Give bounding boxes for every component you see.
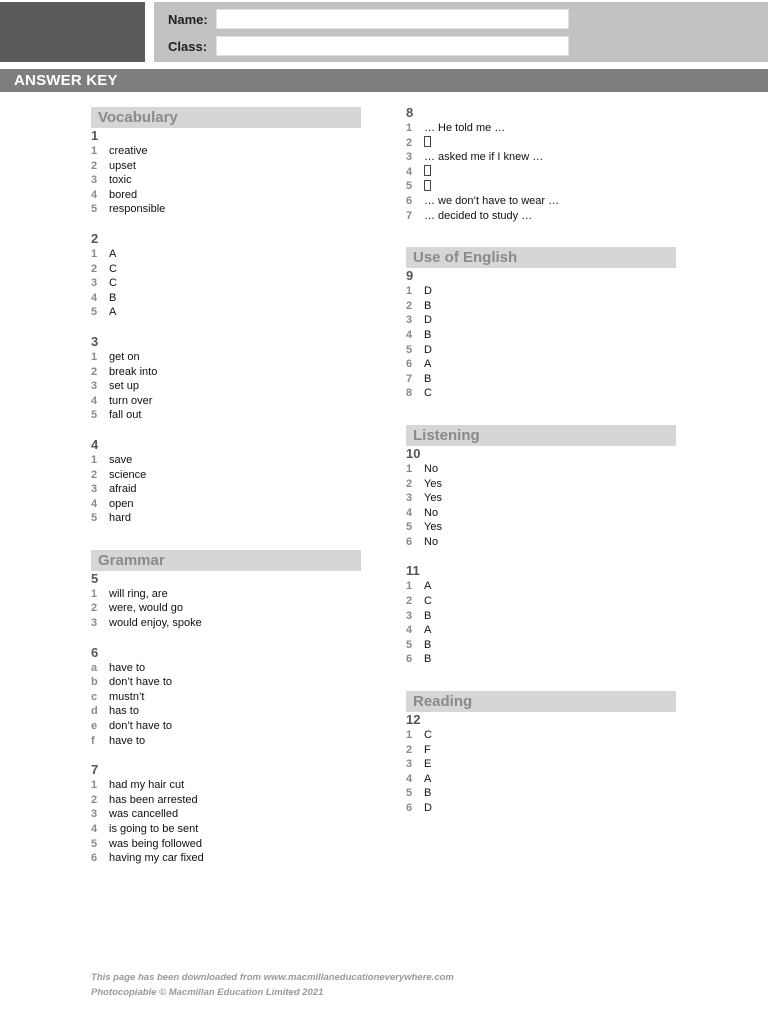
section-heading: Reading [406, 691, 676, 712]
answer-item [91, 807, 361, 822]
item-answer: A [109, 306, 117, 319]
right-column [406, 105, 676, 840]
class-field[interactable] [216, 36, 569, 56]
item-answer: set up [109, 380, 139, 393]
item-answer: No [424, 462, 439, 475]
answer-item [91, 793, 361, 808]
answer-item [406, 623, 676, 638]
item-answer: … we don’t have to wear … [424, 194, 560, 207]
item-answer: A [109, 247, 117, 260]
section [91, 107, 361, 526]
exercise-number: 5 [91, 570, 99, 586]
answer-item [91, 661, 361, 676]
answer-item [406, 179, 676, 194]
item-answer: mustn’t [109, 690, 145, 703]
answer-item [406, 299, 676, 314]
item-key: 5 [91, 512, 98, 525]
exercise-number: 1 [91, 128, 99, 143]
answer-item [91, 690, 361, 705]
answer-item [406, 150, 676, 165]
item-answer: B [424, 299, 432, 312]
item-key: 6 [91, 852, 98, 865]
answer-item [406, 786, 676, 801]
item-answer: … He told me … [424, 122, 506, 134]
item-answer: hard [109, 512, 132, 525]
item-key: d [91, 705, 98, 718]
item-answer: get on [109, 350, 140, 363]
item-answer: was being followed [109, 837, 202, 850]
item-key: 5 [91, 837, 98, 850]
exercise-number: 10 [406, 445, 421, 461]
answer-item [91, 851, 361, 866]
item-key: 5 [406, 638, 413, 651]
item-key: 2 [406, 743, 413, 756]
item-key: 7 [406, 372, 413, 385]
answer-item [406, 313, 676, 328]
item-answer: A [424, 358, 432, 371]
item-key: 1 [91, 247, 98, 260]
exercise-number: 6 [91, 644, 99, 660]
item-answer: fall out [109, 409, 142, 422]
answer-key-banner [0, 69, 768, 92]
exercise-number: 8 [406, 105, 414, 120]
footer [91, 970, 454, 1000]
exercise [91, 571, 361, 631]
item-answer: don’t have to [109, 676, 172, 689]
answer-item [406, 579, 676, 594]
box-icon [424, 165, 431, 176]
answer-item [406, 535, 676, 550]
item-answer: D [424, 343, 432, 356]
item-answer: responsible [109, 203, 166, 216]
left-column [91, 105, 361, 890]
item-answer: No [424, 506, 439, 519]
item-answer: E [424, 758, 432, 771]
exercise [91, 334, 361, 423]
answer-item [91, 173, 361, 188]
item-key: 5 [406, 521, 413, 534]
answer-item [91, 704, 361, 719]
answer-item [91, 394, 361, 409]
answer-item [91, 482, 361, 497]
answer-item [406, 136, 676, 151]
answer-item [406, 357, 676, 372]
item-answer: … decided to study … [424, 209, 533, 222]
item-key: 6 [406, 358, 413, 371]
item-answer: turn over [109, 394, 153, 407]
item-key: c [91, 690, 98, 703]
item-answer: C [109, 277, 117, 290]
answer-item [406, 328, 676, 343]
class-label: Class: [168, 38, 208, 54]
item-key: 3 [406, 492, 413, 505]
answer-item [406, 165, 676, 180]
answer-item [91, 511, 361, 526]
item-answer: would enjoy, spoke [109, 617, 202, 630]
section [406, 105, 676, 223]
answer-item [406, 372, 676, 387]
answer-item [91, 616, 361, 631]
item-key: a [91, 661, 98, 674]
answer-item [406, 743, 676, 758]
item-answer: had my hair cut [109, 779, 185, 792]
exercise [91, 645, 361, 749]
item-key: 4 [91, 291, 98, 304]
item-key: 1 [91, 145, 98, 157]
footer-copyright: Photocopiable © Macmillan Education Limited 2021 [91, 987, 324, 998]
exercise [91, 762, 361, 866]
item-key: 5 [406, 787, 413, 800]
exercise [406, 712, 676, 816]
item-answer: creative [109, 145, 148, 157]
logo-block [0, 2, 145, 62]
item-key: 4 [406, 624, 413, 637]
answer-item [406, 594, 676, 609]
item-answer: bored [109, 188, 138, 201]
answer-item [406, 194, 676, 209]
item-answer: break into [109, 365, 158, 378]
exercise-number: 4 [91, 436, 99, 452]
item-key: 1 [91, 779, 98, 792]
item-key: 3 [91, 174, 98, 187]
answer-item [91, 159, 361, 174]
name-field[interactable] [216, 9, 569, 29]
item-answer: upset [109, 159, 136, 172]
item-answer: was cancelled [109, 808, 179, 821]
item-answer: B [424, 787, 432, 800]
item-key: 1 [406, 122, 413, 134]
item-answer: have to [109, 734, 146, 747]
item-key: 6 [406, 535, 413, 548]
item-answer: save [109, 453, 133, 466]
item-key: 2 [91, 602, 98, 615]
item-answer [424, 179, 431, 194]
item-key: 3 [91, 808, 98, 821]
item-key: 1 [406, 729, 413, 742]
item-answer: D [424, 285, 432, 298]
item-key: 4 [91, 394, 98, 407]
item-answer: C [424, 595, 432, 608]
item-answer: Yes [424, 477, 442, 490]
name-class-panel [154, 2, 768, 62]
answer-item [91, 497, 361, 512]
answer-item [91, 365, 361, 380]
answer-item [406, 772, 676, 787]
answer-item [91, 291, 361, 306]
answer-item [406, 209, 676, 224]
item-key: 2 [406, 477, 413, 490]
section [91, 550, 361, 866]
item-answer: will ring, are [109, 587, 168, 600]
item-answer: science [109, 468, 147, 481]
exercise [91, 231, 361, 320]
item-answer: … asked me if I knew … [424, 151, 544, 164]
section-heading: Vocabulary [91, 107, 361, 128]
item-key: 3 [406, 151, 413, 164]
answer-item [91, 247, 361, 262]
item-key: 1 [406, 285, 413, 298]
item-answer: don’t have to [109, 720, 172, 733]
item-answer: F [424, 743, 431, 756]
exercise [406, 268, 676, 401]
answer-item [91, 453, 361, 468]
answer-item [406, 520, 676, 535]
answer-item [91, 778, 361, 793]
answer-item [406, 638, 676, 653]
item-answer: A [424, 580, 432, 593]
answer-item [406, 477, 676, 492]
item-answer: Yes [424, 492, 442, 505]
section-heading: Listening [406, 425, 676, 446]
item-answer: No [424, 535, 439, 548]
box-icon [424, 180, 431, 191]
item-key: 4 [406, 506, 413, 519]
item-answer: B [424, 328, 432, 341]
answer-item [406, 609, 676, 624]
exercise [91, 128, 361, 217]
answer-item [406, 462, 676, 477]
item-key: 1 [91, 350, 98, 363]
answer-item [406, 728, 676, 743]
item-answer: have to [109, 661, 146, 674]
item-key: 5 [91, 306, 98, 319]
class-row [168, 36, 569, 56]
answer-key-title: ANSWER KEY [14, 72, 118, 89]
item-key: 5 [406, 343, 413, 356]
item-key: e [91, 720, 98, 733]
item-key: 3 [406, 609, 413, 622]
answer-item [91, 379, 361, 394]
item-key: 4 [406, 165, 413, 178]
item-answer: has been arrested [109, 793, 198, 806]
item-answer: open [109, 497, 134, 510]
item-key: 5 [91, 409, 98, 422]
item-answer: D [424, 314, 432, 327]
item-answer: Yes [424, 521, 442, 534]
exercise-number: 11 [406, 563, 420, 579]
answer-item [91, 144, 361, 159]
answer-item [91, 468, 361, 483]
answer-item [91, 675, 361, 690]
item-answer: afraid [109, 483, 137, 496]
item-key: f [91, 734, 95, 747]
section-heading: Grammar [91, 550, 361, 571]
section [406, 691, 676, 816]
answer-item [406, 343, 676, 358]
item-key: 3 [406, 758, 413, 771]
item-key: 5 [406, 180, 413, 193]
name-row [168, 9, 569, 29]
item-key: b [91, 676, 98, 689]
exercise [406, 563, 676, 667]
item-key: 3 [91, 380, 98, 393]
item-answer: D [424, 802, 432, 814]
item-answer: C [109, 262, 117, 275]
answer-item [91, 262, 361, 277]
item-key: 5 [91, 203, 98, 216]
item-answer: C [424, 387, 432, 400]
item-key: 2 [406, 299, 413, 312]
item-key: 4 [406, 328, 413, 341]
answer-item [406, 491, 676, 506]
item-key: 2 [406, 136, 413, 149]
item-key: 1 [91, 453, 98, 466]
exercise-number: 7 [91, 762, 99, 778]
item-key: 4 [91, 823, 98, 835]
item-key: 1 [91, 587, 98, 600]
item-answer [424, 165, 431, 180]
answer-item [91, 350, 361, 365]
exercise-number: 2 [91, 230, 99, 246]
answer-item [406, 386, 676, 401]
answer-item [406, 652, 676, 667]
item-key: 2 [91, 262, 98, 275]
item-answer: A [424, 624, 432, 637]
item-key: 8 [406, 387, 413, 400]
item-key: 2 [91, 365, 98, 378]
item-answer: B [424, 372, 432, 385]
item-key: 6 [406, 802, 413, 814]
item-answer: were, would go [109, 602, 183, 615]
item-key: 4 [91, 188, 98, 201]
item-answer: B [424, 638, 432, 651]
item-key: 2 [91, 159, 98, 172]
item-key: 6 [406, 653, 413, 666]
answer-item [406, 121, 676, 136]
answer-item [91, 408, 361, 423]
answer-item [91, 587, 361, 602]
exercise-number: 3 [91, 333, 99, 349]
answer-item [406, 284, 676, 299]
item-answer: B [109, 291, 117, 304]
item-key: 3 [91, 277, 98, 290]
item-key: 2 [91, 793, 98, 806]
answer-item [91, 822, 361, 837]
footer-download-note: This page has been downloaded from www.macmillaneducationeverywhere.com [91, 972, 454, 983]
answer-item [91, 719, 361, 734]
answer-item [91, 305, 361, 320]
name-label: Name: [168, 11, 208, 27]
item-answer: C [424, 729, 432, 742]
answer-item [91, 601, 361, 616]
item-answer: B [424, 653, 432, 666]
item-key: 4 [406, 772, 413, 785]
answer-item [406, 757, 676, 772]
item-answer: A [424, 772, 432, 785]
answer-item [91, 202, 361, 217]
section-heading: Use of English [406, 247, 676, 268]
item-key: 2 [406, 595, 413, 608]
item-answer: having my car fixed [109, 852, 204, 865]
section [406, 247, 676, 401]
answer-item [91, 837, 361, 852]
box-icon [424, 136, 431, 147]
item-answer: has to [109, 705, 139, 718]
answer-item [91, 734, 361, 749]
exercise-number: 9 [406, 268, 414, 284]
answer-item [406, 801, 676, 816]
item-key: 2 [91, 468, 98, 481]
answer-item [91, 188, 361, 203]
item-key: 3 [406, 314, 413, 327]
item-answer: B [424, 609, 432, 622]
item-answer: is going to be sent [109, 823, 199, 835]
answer-item [406, 506, 676, 521]
exercise-number: 12 [406, 712, 421, 728]
item-key: 6 [406, 194, 413, 207]
exercise [91, 437, 361, 526]
item-key: 1 [406, 580, 413, 593]
item-key: 3 [91, 483, 98, 496]
item-answer [424, 136, 431, 151]
exercise [406, 446, 676, 550]
answer-item [91, 276, 361, 291]
section [406, 425, 676, 667]
item-key: 4 [91, 497, 98, 510]
item-key: 1 [406, 462, 413, 475]
exercise [406, 105, 676, 223]
item-key: 3 [91, 617, 98, 630]
item-answer: toxic [109, 174, 132, 187]
item-key: 7 [406, 209, 413, 222]
